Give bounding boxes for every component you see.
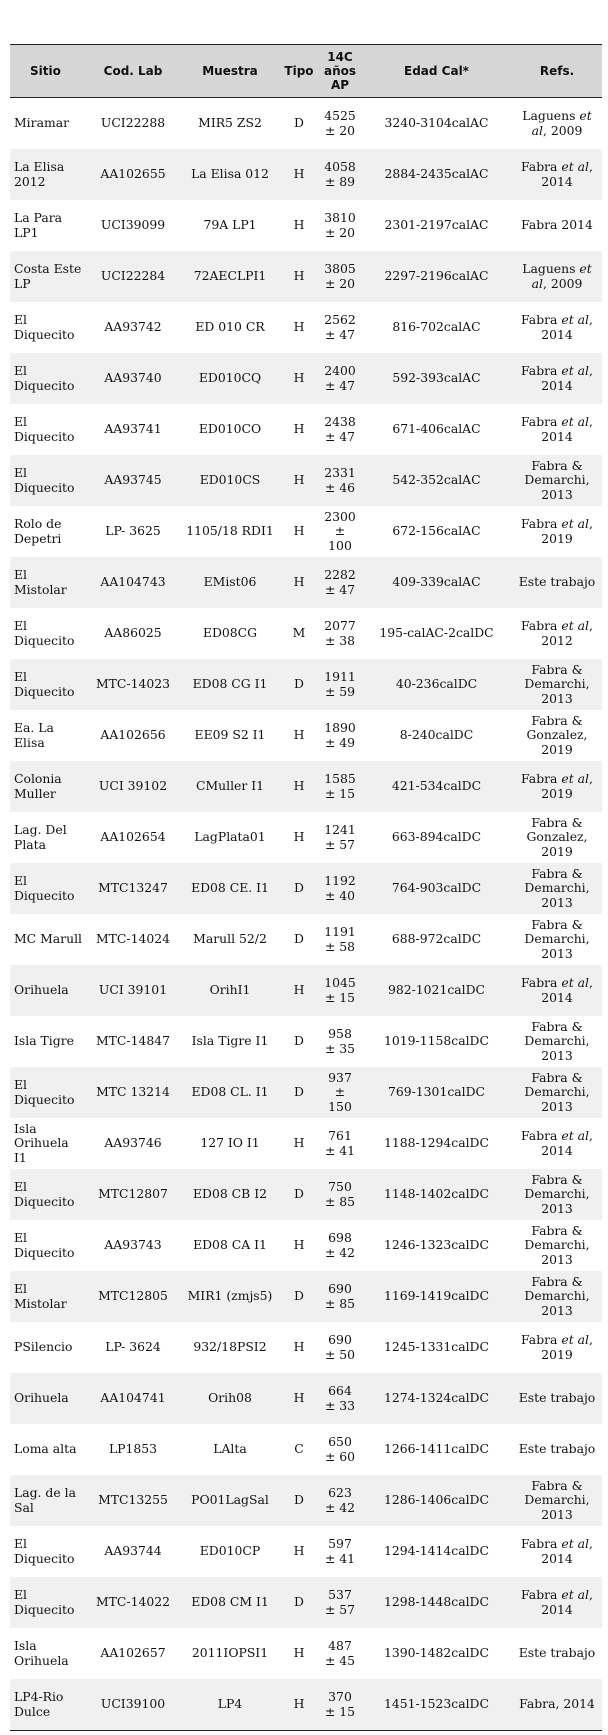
cell-14c-age: 1192 ± 40: [324, 872, 356, 903]
cell-sitio: Loma alta: [14, 1441, 77, 1457]
table-row: [10, 1424, 602, 1475]
cell-edad-cal: 1266-1411calDC: [384, 1441, 489, 1457]
cell-edad-cal: 542-352calAC: [392, 472, 481, 488]
cell-tipo: D: [294, 676, 304, 692]
cell-edad-cal: 1451-1523calDC: [361, 1679, 512, 1731]
cell-14c-age: 2562 ± 47: [324, 311, 356, 342]
cell-cod-lab: LP- 3624: [105, 1339, 161, 1355]
cell-sitio: Isla Orihuela I1: [14, 1120, 69, 1165]
cell-cod-lab: UCI 39102: [98, 778, 168, 794]
cell-muestra: ED08 CM I1: [191, 1594, 269, 1610]
cell-tipo: H: [293, 1339, 305, 1355]
cell-cod-lab: UCI22288: [100, 115, 166, 131]
cell-muestra: ED08 CG I1: [192, 676, 268, 692]
cell-edad-cal: 1286-1406calDC: [384, 1492, 489, 1508]
cell-14c-age: 487 ± 45: [324, 1637, 356, 1668]
table-row: [10, 1169, 602, 1220]
table-row: [10, 455, 602, 506]
cell-sitio: El Diquecito: [14, 1178, 75, 1209]
cell-refs: Fabra, 2014: [512, 1679, 602, 1731]
cell-edad-cal: 672-156calAC: [392, 523, 481, 539]
cell-muestra: 1105/18 RDI1: [186, 523, 274, 539]
cell-sitio: El Diquecito: [14, 872, 75, 903]
header-refs: Refs.: [512, 45, 602, 98]
cell-14c-age: 4525 ± 20: [324, 107, 356, 138]
et-al-italic: et al: [561, 1586, 589, 1602]
cell-cod-lab: AA93745: [104, 472, 162, 488]
table-row: [10, 1679, 602, 1731]
cell-tipo: H: [293, 319, 305, 335]
table-row: [10, 1577, 602, 1628]
table-row: [10, 1220, 602, 1271]
cell-refs: Fabra & Demarchi, 2013: [524, 1477, 590, 1522]
cell-tipo: D: [294, 1492, 304, 1508]
cell-muestra: La Elisa 012: [191, 166, 269, 182]
cell-refs: Fabra & Gonzalez, 2019: [526, 712, 588, 757]
cell-tipo: H: [293, 574, 305, 590]
cell-edad-cal: 40-236calDC: [395, 676, 478, 692]
cell-cod-lab: AA102655: [100, 166, 166, 182]
radiocarbon-dates-table: [10, 44, 602, 1731]
cell-tipo: D: [294, 1186, 304, 1202]
cell-14c-age: 1585 ± 15: [324, 770, 356, 801]
cell-muestra: 72AECLPI1: [193, 268, 267, 284]
cell-edad-cal: 1274-1324calDC: [384, 1390, 489, 1406]
table-row: [10, 812, 602, 863]
header-sitio: Sitio: [10, 45, 85, 98]
cell-muestra: LAlta: [213, 1441, 247, 1457]
cell-refs: Laguens et al, 2009: [522, 107, 592, 138]
cell-sitio: Ea. La Elisa: [14, 719, 54, 750]
cell-cod-lab: LP- 3625: [105, 523, 161, 539]
cell-14c-age: 4058 ± 89: [324, 158, 356, 189]
cell-tipo: H: [293, 1543, 305, 1559]
table-row: [10, 149, 602, 200]
cell-cod-lab: MTC12807: [98, 1186, 168, 1202]
cell-tipo: H: [293, 982, 305, 998]
et-al-italic: et al: [561, 770, 589, 786]
cell-refs: Fabra & Demarchi, 2013: [524, 865, 590, 910]
cell-14c-age: 1911 ± 59: [324, 668, 356, 699]
cell-14c-age: 1191 ± 58: [324, 923, 356, 954]
table-header-row: [10, 45, 602, 98]
cell-sitio: El Diquecito: [14, 413, 75, 444]
cell-14c-age: 1045 ± 15: [324, 974, 356, 1005]
cell-sitio: Lag. Del Plata: [14, 821, 67, 852]
cell-cod-lab: MTC12805: [98, 1288, 168, 1304]
cell-sitio: Orihuela: [14, 982, 69, 998]
cell-tipo: H: [293, 1390, 305, 1406]
et-al-italic: et al: [561, 1535, 589, 1551]
table-row: [10, 1118, 602, 1169]
cell-muestra: PO01LagSal: [191, 1492, 269, 1508]
et-al-italic: et al: [531, 260, 592, 291]
cell-edad-cal: 1246-1323calDC: [384, 1237, 489, 1253]
cell-edad-cal: 1188-1294calDC: [384, 1135, 489, 1151]
cell-refs: Fabra et al, 2019: [521, 770, 593, 801]
cell-edad-cal: 764-903calDC: [391, 880, 482, 896]
cell-cod-lab: AA93741: [104, 421, 162, 437]
cell-refs: Este trabajo: [518, 1441, 596, 1457]
cell-14c-age: 2438 ± 47: [324, 413, 356, 444]
cell-cod-lab: MTC13247: [98, 880, 168, 896]
cell-tipo: H: [293, 472, 305, 488]
cell-tipo: M: [292, 625, 306, 641]
cell-muestra: CMuller I1: [195, 778, 265, 794]
cell-tipo: H: [293, 523, 305, 539]
cell-14c-age: 2077 ± 38: [324, 617, 356, 648]
cell-refs: Fabra & Demarchi, 2013: [524, 457, 590, 502]
cell-cod-lab: MTC-14024: [95, 931, 171, 947]
cell-muestra: Marull 52/2: [193, 931, 267, 947]
cell-edad-cal: 1169-1419calDC: [384, 1288, 489, 1304]
cell-muestra: 127 IO I1: [200, 1135, 260, 1151]
cell-muestra: LagPlata01: [194, 829, 266, 845]
cell-muestra: ED08 CL. I1: [191, 1084, 269, 1100]
cell-sitio: El Diquecito: [14, 668, 75, 699]
cell-muestra: ED010CQ: [198, 370, 262, 386]
cell-cod-lab: MTC13255: [98, 1492, 168, 1508]
cell-tipo: H: [293, 1237, 305, 1253]
radiocarbon-dates-table-container: [10, 44, 602, 1731]
cell-14c-age: 2300 ± 100: [324, 508, 356, 553]
cell-muestra: MIR1 (zmjs5): [187, 1288, 273, 1304]
et-al-italic: et al: [561, 1127, 589, 1143]
cell-edad-cal: 1019-1158calDC: [384, 1033, 489, 1049]
cell-muestra: ED010CP: [199, 1543, 261, 1559]
cell-tipo: D: [294, 880, 304, 896]
cell-edad-cal: 688-972calDC: [391, 931, 482, 947]
cell-edad-cal: 2301-2197calAC: [384, 217, 489, 233]
cell-sitio: Rolo de Depetri: [14, 515, 62, 546]
cell-tipo: H: [293, 421, 305, 437]
cell-sitio: El Mistolar: [14, 1280, 67, 1311]
cell-14c-age: 750 ± 85: [324, 1178, 356, 1209]
cell-sitio: El Diquecito: [14, 1535, 75, 1566]
cell-refs: Este trabajo: [518, 1645, 596, 1661]
cell-cod-lab: MTC-14847: [95, 1033, 171, 1049]
cell-muestra: 79A LP1: [203, 217, 257, 233]
cell-14c-age: 1241 ± 57: [324, 821, 356, 852]
cell-muestra: 932/18PSI2: [193, 1339, 267, 1355]
cell-refs: Fabra et al, 2014: [521, 362, 593, 393]
et-al-italic: et al: [561, 1331, 589, 1347]
cell-refs: Fabra et al, 2014: [521, 1127, 593, 1158]
cell-muestra: ED08 CA I1: [193, 1237, 267, 1253]
cell-cod-lab: AA93742: [104, 319, 162, 335]
cell-cod-lab: MTC 13214: [96, 1084, 170, 1100]
cell-refs: Fabra et al, 2019: [521, 515, 593, 546]
cell-tipo: H: [293, 166, 305, 182]
cell-tipo: H: [293, 217, 305, 233]
et-al-italic: et al: [561, 158, 589, 174]
cell-14c-age: 597 ± 41: [324, 1535, 356, 1566]
table-row: [10, 506, 602, 557]
cell-tipo: H: [293, 370, 305, 386]
cell-muestra: ED08 CB I2: [193, 1186, 267, 1202]
cell-muestra: ED010CS: [199, 472, 261, 488]
cell-edad-cal: 769-1301calDC: [387, 1084, 486, 1100]
cell-cod-lab: AA93743: [104, 1237, 162, 1253]
cell-cod-lab: AA93740: [104, 370, 162, 386]
cell-refs: Fabra et al, 2012: [521, 617, 593, 648]
cell-sitio: MC Marull: [14, 931, 83, 947]
cell-sitio: El Diquecito: [14, 1586, 75, 1617]
cell-14c-age: 698 ± 42: [324, 1229, 356, 1260]
cell-refs: Fabra & Demarchi, 2013: [524, 1018, 590, 1063]
cell-edad-cal: 982-1021calDC: [387, 982, 486, 998]
cell-sitio: El Diquecito: [14, 362, 75, 393]
cell-tipo: H: [293, 727, 305, 743]
cell-14c-age: 958 ± 35: [324, 1025, 356, 1056]
cell-refs: Fabra et al, 2019: [521, 1331, 593, 1362]
header-cod-lab: Cod. Lab: [85, 45, 181, 98]
cell-sitio: Lag. de la Sal: [14, 1484, 76, 1515]
table-row: [10, 1322, 602, 1373]
table-row: [10, 914, 602, 965]
cell-cod-lab: UCI22284: [100, 268, 166, 284]
table-row: [10, 608, 602, 659]
cell-edad-cal: 409-339calAC: [392, 574, 481, 590]
cell-14c-age: 2282 ± 47: [324, 566, 356, 597]
cell-sitio: Colonia Muller: [14, 770, 62, 801]
cell-refs: Fabra & Demarchi, 2013: [524, 1222, 590, 1267]
cell-14c-age: 537 ± 57: [324, 1586, 356, 1617]
cell-muestra: Orih08: [208, 1390, 252, 1406]
cell-tipo: D: [294, 1594, 304, 1610]
table-row: [10, 251, 602, 302]
table-row: [10, 302, 602, 353]
cell-sitio: LP4-Rio Dulce: [10, 1679, 85, 1731]
cell-cod-lab: MTC-14023: [95, 676, 171, 692]
cell-edad-cal: 1294-1414calDC: [384, 1543, 489, 1559]
cell-sitio: El Diquecito: [14, 1229, 75, 1260]
table-row: [10, 98, 602, 150]
cell-tipo: H: [293, 778, 305, 794]
table-row: [10, 1067, 602, 1118]
cell-sitio: El Diquecito: [14, 464, 75, 495]
table-row: [10, 710, 602, 761]
cell-cod-lab: AA93746: [104, 1135, 162, 1151]
cell-14c-age: 3805 ± 20: [324, 260, 356, 291]
et-al-italic: et al: [561, 311, 589, 327]
table-row: [10, 1373, 602, 1424]
cell-14c-age: 664 ± 33: [324, 1382, 356, 1413]
cell-edad-cal: 421-534calDC: [391, 778, 482, 794]
et-al-italic: et al: [561, 974, 589, 990]
cell-sitio: El Diquecito: [14, 311, 75, 342]
cell-muestra: MIR5 ZS2: [198, 115, 262, 131]
cell-edad-cal: 1298-1448calDC: [384, 1594, 489, 1610]
cell-sitio: La Elisa 2012: [14, 158, 65, 189]
cell-cod-lab: AA102654: [100, 829, 166, 845]
table-row: [10, 863, 602, 914]
et-al-italic: et al: [531, 107, 592, 138]
cell-14c-age: 1890 ± 49: [324, 719, 356, 750]
header-14c-age: 14C años AP: [319, 45, 361, 98]
cell-cod-lab: AA104741: [100, 1390, 166, 1406]
cell-muestra: ED010CO: [198, 421, 262, 437]
et-al-italic: et al: [561, 362, 589, 378]
cell-tipo: H: [293, 1135, 305, 1151]
cell-edad-cal: 1148-1402calDC: [384, 1186, 489, 1202]
table-row: [10, 1271, 602, 1322]
cell-cod-lab: AA93744: [104, 1543, 162, 1559]
cell-muestra: ED08 CE. I1: [191, 880, 269, 896]
cell-edad-cal: 2297-2196calAC: [384, 268, 489, 284]
cell-cod-lab: UCI39100: [85, 1679, 181, 1731]
table-row: [10, 1526, 602, 1577]
cell-muestra: ED08CG: [202, 625, 258, 641]
table-row: [10, 1628, 602, 1679]
cell-cod-lab: AA104743: [100, 574, 166, 590]
table-row: [10, 1016, 602, 1067]
cell-refs: Fabra et al, 2014: [521, 1535, 593, 1566]
cell-sitio: Costa Este LP: [14, 260, 82, 291]
cell-refs: Fabra & Demarchi, 2013: [524, 661, 590, 706]
cell-edad-cal: 592-393calAC: [392, 370, 481, 386]
cell-muestra: ED 010 CR: [195, 319, 265, 335]
cell-14c-age: 937 ± 150: [328, 1069, 352, 1114]
cell-tipo: H: [293, 268, 305, 284]
cell-edad-cal: 3240-3104calAC: [384, 115, 489, 131]
cell-14c-age: 761 ± 41: [324, 1127, 356, 1158]
cell-sitio: El Diquecito: [14, 617, 75, 648]
cell-muestra: Isla Tigre I1: [191, 1033, 269, 1049]
cell-refs: Fabra & Demarchi, 2013: [524, 1069, 590, 1114]
et-al-italic: et al: [561, 413, 589, 429]
cell-edad-cal: 8-240calDC: [399, 727, 474, 743]
cell-sitio: El Mistolar: [14, 566, 67, 597]
cell-tipo: D: [294, 931, 304, 947]
cell-tipo: D: [294, 1288, 304, 1304]
table-row: [10, 1475, 602, 1526]
cell-sitio: Isla Tigre: [14, 1033, 74, 1049]
cell-tipo: D: [294, 115, 304, 131]
table-row: [10, 557, 602, 608]
cell-14c-age: 650 ± 60: [324, 1433, 356, 1464]
table-row: [10, 353, 602, 404]
cell-refs: Fabra et al, 2014: [521, 974, 593, 1005]
cell-sitio: PSilencio: [14, 1339, 73, 1355]
cell-refs: Fabra et al, 2014: [521, 1586, 593, 1617]
header-tipo: Tipo: [279, 45, 319, 98]
cell-tipo: H: [293, 1645, 305, 1661]
table-body: [10, 98, 602, 1731]
cell-edad-cal: 1245-1331calDC: [384, 1339, 489, 1355]
cell-muestra: EMist06: [203, 574, 257, 590]
cell-edad-cal: 195-calAC-2calDC: [379, 625, 494, 641]
cell-muestra: 2011IOPSI1: [191, 1645, 269, 1661]
cell-14c-age: 623 ± 42: [324, 1484, 356, 1515]
cell-edad-cal: 671-406calAC: [392, 421, 481, 437]
cell-14c-age: 2331 ± 46: [324, 464, 356, 495]
cell-edad-cal: 816-702calAC: [392, 319, 481, 335]
cell-tipo: D: [294, 1033, 304, 1049]
cell-14c-age: 690 ± 85: [324, 1280, 356, 1311]
cell-refs: Fabra & Demarchi, 2013: [524, 1171, 590, 1216]
table-row: [10, 761, 602, 812]
table-row: [10, 200, 602, 251]
cell-cod-lab: AA86025: [104, 625, 162, 641]
cell-edad-cal: 663-894calDC: [391, 829, 482, 845]
cell-cod-lab: UCI39099: [100, 217, 166, 233]
cell-tipo: H: [293, 829, 305, 845]
table-row: [10, 965, 602, 1016]
cell-tipo: D: [294, 1084, 304, 1100]
cell-14c-age: 3810 ± 20: [324, 209, 356, 240]
cell-sitio: Miramar: [14, 115, 70, 131]
cell-sitio: Isla Orihuela: [14, 1637, 69, 1668]
cell-muestra: EE09 S2 I1: [194, 727, 266, 743]
cell-sitio: El Diquecito: [14, 1076, 75, 1107]
cell-cod-lab: MTC-14022: [95, 1594, 171, 1610]
cell-refs: Fabra et al, 2014: [521, 311, 593, 342]
cell-sitio: La Para LP1: [14, 209, 63, 240]
cell-cod-lab: LP1853: [108, 1441, 158, 1457]
table-row: [10, 404, 602, 455]
cell-refs: Este trabajo: [518, 1390, 596, 1406]
cell-refs: Fabra 2014: [521, 217, 593, 233]
cell-refs: Fabra et al, 2014: [521, 413, 593, 444]
cell-muestra: OrihI1: [209, 982, 251, 998]
et-al-italic: et al: [561, 617, 589, 633]
cell-cod-lab: UCI 39101: [98, 982, 168, 998]
cell-edad-cal: 2884-2435calAC: [384, 166, 489, 182]
cell-refs: Este trabajo: [518, 574, 596, 590]
cell-edad-cal: 1390-1482calDC: [384, 1645, 489, 1661]
cell-tipo: H: [279, 1679, 319, 1731]
cell-cod-lab: AA102657: [100, 1645, 166, 1661]
et-al-italic: et al: [561, 515, 589, 531]
table-row: [10, 659, 602, 710]
cell-refs: Fabra & Demarchi, 2013: [524, 916, 590, 961]
cell-14c-age: 370 ± 15: [319, 1679, 361, 1731]
cell-refs: Fabra & Demarchi, 2013: [524, 1273, 590, 1318]
cell-refs: Fabra & Gonzalez, 2019: [526, 814, 588, 859]
header-muestra: Muestra: [181, 45, 279, 98]
cell-tipo: C: [294, 1441, 304, 1457]
cell-14c-age: 2400 ± 47: [324, 362, 356, 393]
cell-14c-age: 690 ± 50: [324, 1331, 356, 1362]
cell-refs: Fabra et al, 2014: [521, 158, 593, 189]
cell-refs: Laguens et al, 2009: [522, 260, 592, 291]
cell-sitio: Orihuela: [14, 1390, 69, 1406]
cell-cod-lab: AA102656: [100, 727, 166, 743]
cell-muestra: LP4: [181, 1679, 279, 1731]
header-edad-cal: Edad Cal*: [361, 45, 512, 98]
